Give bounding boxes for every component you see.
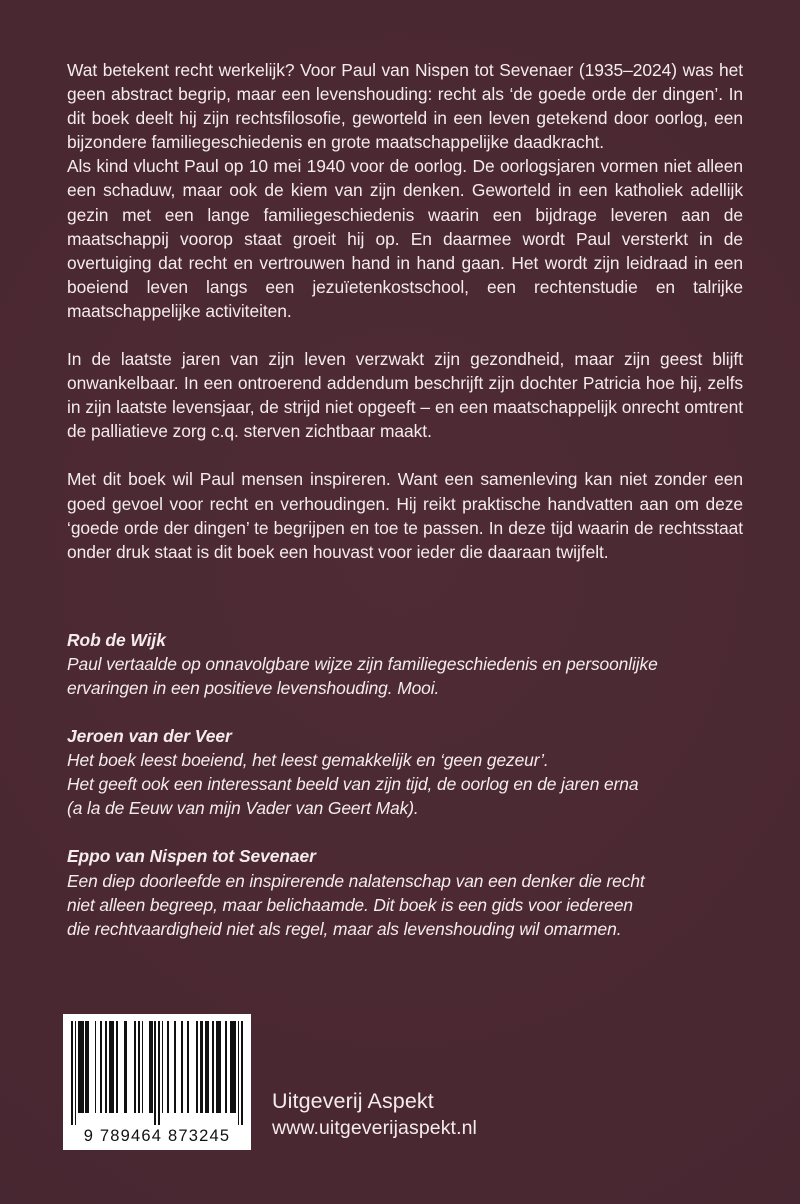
endorsement-quote-line: niet alleen begreep, maar belichaamde. Dit boek is een gids voor iedereen — [67, 894, 633, 915]
endorsement-quote-line: Paul vertaalde op onnavolgbare wijze zijn familiegeschiedenis en persoonlijke — [67, 653, 658, 674]
endorsement-quote-line: die rechtvaardigheid niet als regel, maar als levenshouding wil omarmen. — [67, 918, 622, 939]
endorsement-item — [67, 628, 743, 700]
endorsement-item — [67, 844, 743, 940]
barcode-number: 9 789464 873245 — [83, 1127, 231, 1145]
endorsement-quote — [67, 652, 743, 700]
blurb-paragraph-2: Als kind vlucht Paul op 10 mei 1940 voor de oorlog. De oorlogsjaren vormen niet alleen een schaduw, maar ook de kiem van zijn denken. Geworteld in een katholiek adellijk gezin met een lange familiegeschiedenis waarin een bijdrage leveren aan de maatschappij voorop staat groeit hij op. En daarmee wordt Paul versterkt in de overtuiging dat recht en vertrouwen hand in hand gaan. Het wordt zijn leidraad in een boeiend leven langs een jezuïetenkostschool, een rechtenstudie en talrijke maatschappelijke activiteiten. — [67, 156, 743, 321]
cover-footer — [0, 1008, 800, 1168]
blurb-paragraph-4: Met dit boek wil Paul mensen inspireren. Want een samenleving kan niet zonder een goed gevoel voor recht en verhoudingen. Hij reikt praktische handvatten aan om deze ‘goede orde der dingen’ te begrijpen en toe te passen. In deze tijd waarin de rechtsstaat onder druk staat is dit boek een houvast voor ieder die daaraan twijfelt. — [67, 469, 743, 562]
cover-content — [67, 58, 743, 941]
publisher-website[interactable]: www.uitgeverijaspekt.nl — [272, 1117, 477, 1139]
endorsement-quote-line: Het geeft ook een interessant beeld van zijn tijd, de oorlog en de jaren erna — [67, 774, 639, 795]
endorsement-quote-line: Een diep doorleefde en inspirerende nalatenschap van een denker die recht — [67, 870, 645, 891]
blurb-text — [67, 58, 743, 564]
endorsement-quote — [67, 869, 743, 941]
endorsement-quote-line: ervaringen in een positieve levenshouding. Mooi. — [67, 677, 440, 698]
endorsements-list — [67, 628, 743, 941]
endorsement-author-name: Jeroen van der Veer — [67, 726, 232, 747]
isbn-barcode — [63, 1014, 251, 1150]
barcode-bars — [71, 1021, 243, 1113]
endorsement-item — [67, 724, 743, 820]
blurb-paragraph-3: In de laatste jaren van zijn leven verzwakt zijn gezondheid, maar zijn geest blijft onwankelbaar. In een ontroerend addendum beschrijft zijn dochter Patricia hoe hij, zelfs in zijn laatste levensjaar, de strijd niet opgeeft – en een maatschappelijk onrecht omtrent de palliatieve zorg c.q. sterven zichtbaar maakt. — [67, 349, 743, 442]
endorsement-quote-line: Het boek leest boeiend, het leest gemakkelijk en ‘geen gezeur’. — [67, 750, 549, 771]
endorsement-author-name: Rob de Wijk — [67, 629, 166, 650]
publisher-name: Uitgeverij Aspekt — [272, 1089, 434, 1113]
endorsement-quote-line: (a la de Eeuw van mijn Vader van Geert Mak). — [67, 798, 419, 819]
endorsement-author-name: Eppo van Nispen tot Sevenaer — [67, 846, 316, 867]
blurb-paragraph-1: Wat betekent recht werkelijk? Voor Paul van Nispen tot Sevenaer (1935–2024) was het geen abstract begrip, maar een levenshouding: recht als ‘de goede orde der dingen’. In dit boek deelt hij zijn rechtsfilosofie, geworteld in een leven getekend door oorlog, een bijzondere familiegeschiedenis en grote maatschappelijke daadkracht. — [67, 60, 743, 153]
publisher-block — [272, 1088, 477, 1141]
endorsement-quote — [67, 748, 743, 820]
